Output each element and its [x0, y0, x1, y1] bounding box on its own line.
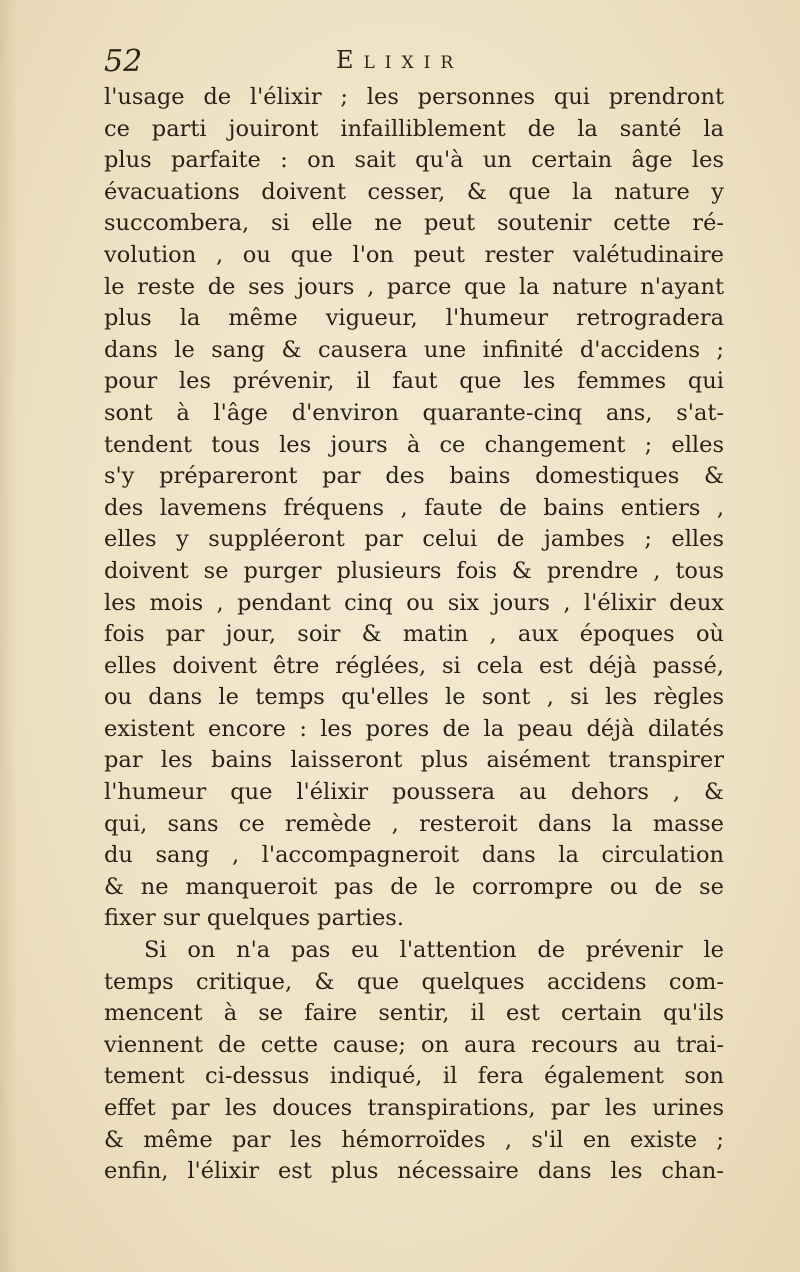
- text-line: du sang , l'accompagneroit dans la circulation: [104, 842, 724, 869]
- text-line: doivent se purger plusieurs fois & prendre , tous: [104, 557, 724, 584]
- text-line: l'usage de l'élixir ; les personnes qui prendront: [104, 84, 724, 110]
- text-line: fixer sur quelques parties.: [104, 905, 405, 932]
- text-line: tendent tous les jours à ce changement ; elles: [104, 431, 724, 458]
- text-line: ce parti jouiront infailliblement de la santé la: [104, 115, 724, 142]
- page-header: [104, 40, 724, 80]
- text-line: temps critique, & que quelques accidens com-: [104, 968, 724, 995]
- text-line: s'y prépareront par des bains domestiques &: [104, 463, 724, 490]
- text-line: tement ci-dessus indiqué, il fera également son: [104, 1063, 724, 1090]
- paragraph: [104, 82, 724, 935]
- text-line: par les bains laisseront plus aisément transpirer: [104, 747, 724, 774]
- paragraph: [104, 935, 724, 1188]
- running-head: Elixir: [336, 46, 464, 74]
- text-line: qui, sans ce remède , resteroit dans la masse: [104, 810, 724, 837]
- text-line: évacuations doivent cesser, & que la nature y: [104, 178, 724, 205]
- text-line: succombera, si elle ne peut soutenir cette ré-: [104, 210, 724, 237]
- text-line: fois par jour, soir & matin , aux époques où: [104, 621, 724, 648]
- text-line: pour les prévenir, il faut que les femmes qui: [104, 368, 724, 395]
- text-line: ou dans le temps qu'elles le sont , si les règles: [104, 684, 724, 711]
- text-line: volution , ou que l'on peut rester valétudinaire: [104, 241, 724, 268]
- text-line: enfin, l'élixir est plus nécessaire dans les chan-: [104, 1158, 724, 1185]
- text-line: plus la même vigueur, l'humeur retrogradera: [104, 305, 724, 332]
- text-line: les mois , pendant cinq ou six jours , l'élixir deux: [104, 589, 724, 616]
- text-line: mencent à se faire sentir, il est certain qu'ils: [104, 1000, 724, 1027]
- text-line: viennent de cette cause; on aura recours au trai-: [104, 1031, 724, 1058]
- spine-shadow: [0, 0, 18, 1272]
- text-line: elles y suppléeront par celui de jambes ; elles: [104, 526, 724, 553]
- text-line: plus parfaite : on sait qu'à un certain âge les: [104, 147, 724, 174]
- text-line: elles doivent être réglées, si cela est déjà passé,: [104, 652, 724, 679]
- text-line: sont à l'âge d'environ quarante-cinq ans, s'at-: [104, 399, 724, 426]
- text-line: l'humeur que l'élixir poussera au dehors , &: [104, 779, 724, 806]
- text-line: & ne manqueroit pas de le corrompre ou de se: [104, 873, 724, 900]
- page-number: 52: [104, 44, 143, 79]
- text-line: le reste de ses jours , parce que la nature n'ayant: [104, 273, 724, 300]
- text-line: & même par les hémorroïdes , s'il en existe ;: [104, 1126, 724, 1153]
- text-line: existent encore : les pores de la peau déjà dilatés: [104, 715, 724, 742]
- text-line: effet par les douces transpirations, par les urines: [104, 1095, 724, 1121]
- text-line: des lavemens fréquens , faute de bains entiers ,: [104, 494, 724, 521]
- text-line: dans le sang & causera une infinité d'accidens ;: [104, 336, 724, 363]
- text-line: Si on n'a pas eu l'attention de prévenir le: [144, 937, 724, 964]
- body-text: [104, 82, 724, 1188]
